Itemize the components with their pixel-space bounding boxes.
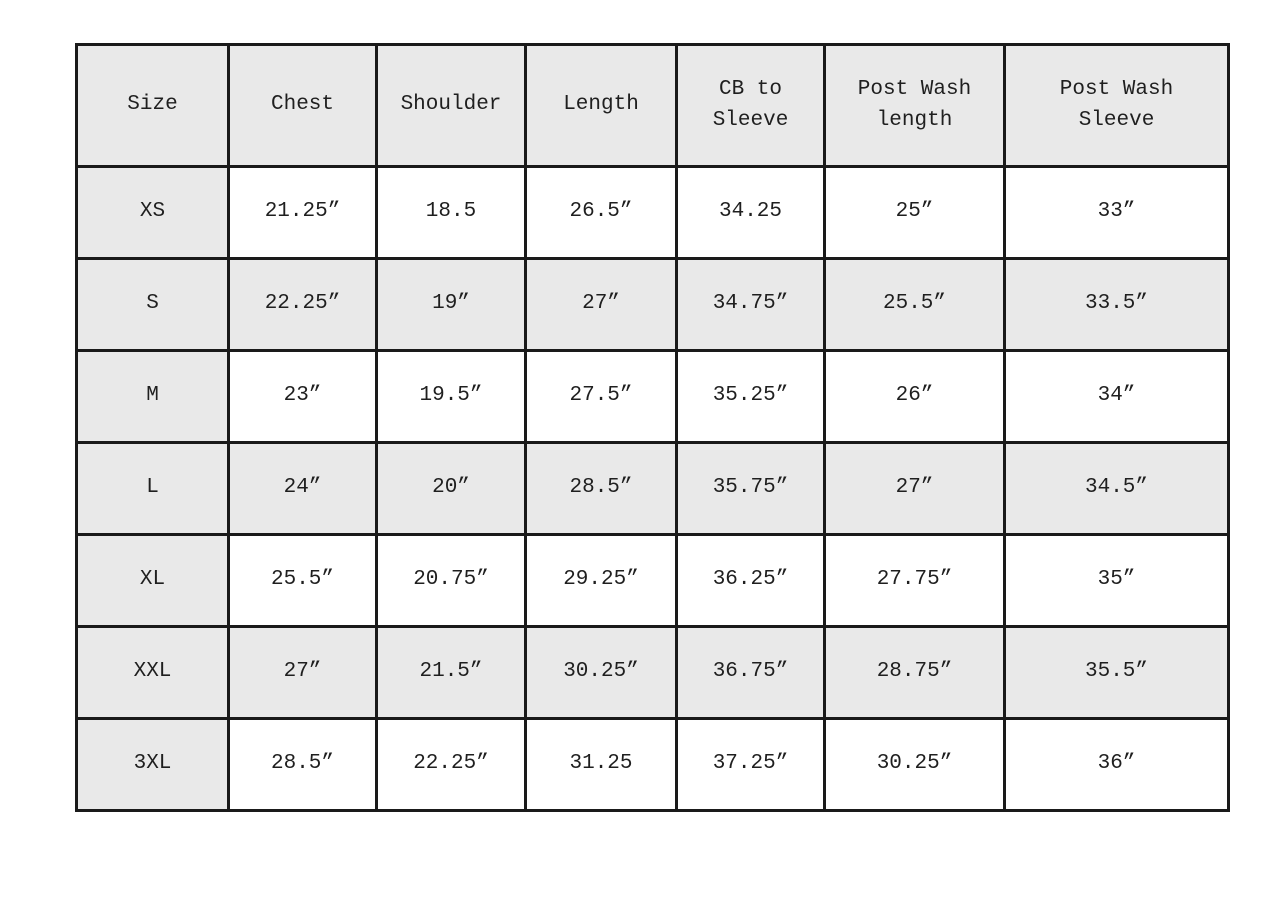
value-cell: 27”	[229, 627, 377, 719]
value-cell: 27.75”	[825, 535, 1005, 627]
column-header: Shoulder	[377, 45, 526, 167]
column-header: Length	[526, 45, 677, 167]
value-cell: 30.25”	[526, 627, 677, 719]
table-row	[77, 443, 1229, 535]
value-cell: 36.25”	[677, 535, 825, 627]
value-cell: 20.75”	[377, 535, 526, 627]
value-cell: 21.25”	[229, 167, 377, 259]
value-cell: 20”	[377, 443, 526, 535]
size-cell: S	[77, 259, 229, 351]
size-cell: 3XL	[77, 719, 229, 811]
value-cell: 24”	[229, 443, 377, 535]
size-cell: XXL	[77, 627, 229, 719]
value-cell: 35.25”	[677, 351, 825, 443]
value-cell: 25.5”	[825, 259, 1005, 351]
column-header: Post Wash Sleeve	[1005, 45, 1229, 167]
value-cell: 35”	[1005, 535, 1229, 627]
value-cell: 27.5”	[526, 351, 677, 443]
value-cell: 35.5”	[1005, 627, 1229, 719]
value-cell: 34”	[1005, 351, 1229, 443]
value-cell: 22.25”	[229, 259, 377, 351]
table-row	[77, 259, 1229, 351]
value-cell: 34.25	[677, 167, 825, 259]
column-header: CB to Sleeve	[677, 45, 825, 167]
value-cell: 34.75”	[677, 259, 825, 351]
value-cell: 18.5	[377, 167, 526, 259]
table-row	[77, 167, 1229, 259]
size-chart	[75, 43, 1230, 812]
column-header: Chest	[229, 45, 377, 167]
table-row	[77, 627, 1229, 719]
value-cell: 37.25”	[677, 719, 825, 811]
header-row	[77, 45, 1229, 167]
size-chart-table	[75, 43, 1230, 812]
size-cell: L	[77, 443, 229, 535]
value-cell: 26.5”	[526, 167, 677, 259]
value-cell: 28.5”	[526, 443, 677, 535]
value-cell: 23”	[229, 351, 377, 443]
value-cell: 29.25”	[526, 535, 677, 627]
size-cell: XS	[77, 167, 229, 259]
value-cell: 27”	[825, 443, 1005, 535]
value-cell: 27”	[526, 259, 677, 351]
value-cell: 25”	[825, 167, 1005, 259]
value-cell: 28.5”	[229, 719, 377, 811]
value-cell: 26”	[825, 351, 1005, 443]
size-cell: M	[77, 351, 229, 443]
value-cell: 22.25”	[377, 719, 526, 811]
table-row	[77, 719, 1229, 811]
value-cell: 21.5”	[377, 627, 526, 719]
value-cell: 19.5”	[377, 351, 526, 443]
value-cell: 36.75”	[677, 627, 825, 719]
value-cell: 34.5”	[1005, 443, 1229, 535]
value-cell: 31.25	[526, 719, 677, 811]
size-cell: XL	[77, 535, 229, 627]
value-cell: 28.75”	[825, 627, 1005, 719]
value-cell: 35.75”	[677, 443, 825, 535]
value-cell: 25.5”	[229, 535, 377, 627]
value-cell: 19”	[377, 259, 526, 351]
column-header: Post Wash length	[825, 45, 1005, 167]
value-cell: 36”	[1005, 719, 1229, 811]
value-cell: 33.5”	[1005, 259, 1229, 351]
table-row	[77, 351, 1229, 443]
table-row	[77, 535, 1229, 627]
column-header: Size	[77, 45, 229, 167]
value-cell: 33”	[1005, 167, 1229, 259]
value-cell: 30.25”	[825, 719, 1005, 811]
